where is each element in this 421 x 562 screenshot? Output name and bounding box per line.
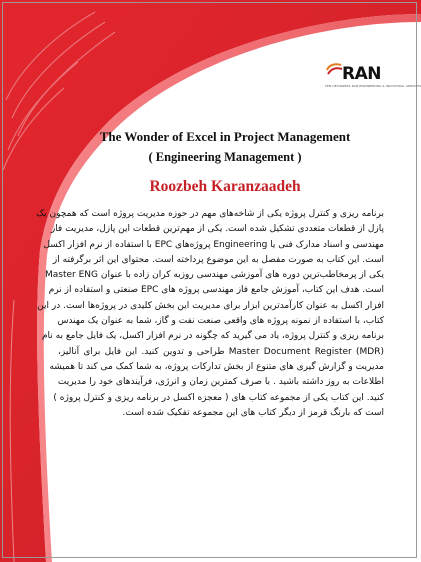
author-name: Roozbeh Karanzaadeh <box>149 178 301 195</box>
publisher-logo <box>325 60 421 100</box>
description-line: است. هدف این کتاب، آموزش جامع فاز مهندسی پروژه های EPC صنعتی و استفاده از نرم <box>48 285 384 296</box>
description-line: مدیریت و گزارش گیری های متنوع از بخش تدارکات پروژه، به شما کمک می کند تا همیشه <box>49 361 384 372</box>
logo-tagline: TEN DESIGNERS RAN ENGINEERING & INDUSTRIAL SERVICES <box>325 84 421 88</box>
description-line: است که بارنگ قرمز از دیگر کتاب های این مجموعه تفکیک شده است. <box>122 407 384 418</box>
description-line: اطلاعات به روز داشته باشید . با صرف کمترین زمان و انرژی، فرآیندهای خود را مدیریت <box>57 377 384 388</box>
description-line: افزار اکسل به عنوان کارآمدترین ابزار برای مدیریت این بخش کلیدی در پروژه‌ها است. در این <box>37 300 384 311</box>
description-line: کنید. این کتاب یکی از مجموعه کتاب های ( معجزه اکسل در برنامه ریزی و کنترل پروژه ) <box>53 392 384 403</box>
description-line: برنامه ریزی و کنترل پروژه یکی از شاخه‌های مهم در حوزه مدیریت پروژه است که همچون یک <box>36 209 384 219</box>
description-line: است. این کتاب به صورت مفصل به این موضوع پرداخته است. محتوای این اثر برگرفته از <box>52 254 384 265</box>
book-subtitle: ( Engineering Management ) <box>148 150 302 164</box>
description-line: برنامه ریزی و کنترل پروژه، یاد می گیرید که چگونه در نرم افزار اکسل، یک فایل جامع به نام <box>41 331 384 342</box>
book-description <box>36 207 385 421</box>
description-line: یکی از پرمخاطب‌ترین دوره های آموزشی مهندسی روزبه کران زاده با عنوان Master ENG <box>45 270 384 281</box>
description-line: کتاب، با استفاده از نمونه پروژه های واقعی صنعت نفت و گاز، شما به عنوان یک مهندس <box>57 316 384 327</box>
description-line: پازل از قطعات متعددی تشکیل شده است. یکی از مهم‌ترین قطعات این پازل، مدیریت فاز <box>50 224 384 235</box>
description-line: (MDR) Master Document Register طراحی و تدوین کنید. این فایل برای آنالیز، <box>58 346 385 357</box>
logo-wordmark: RAN <box>342 64 381 84</box>
description-line: مهندسی و اسناد مدارک فنی یا Engineering پروژه‌های EPC با استفاده از نرم افزار اکسل <box>43 239 384 250</box>
book-title: The Wonder of Excel in Project Management <box>99 129 351 144</box>
